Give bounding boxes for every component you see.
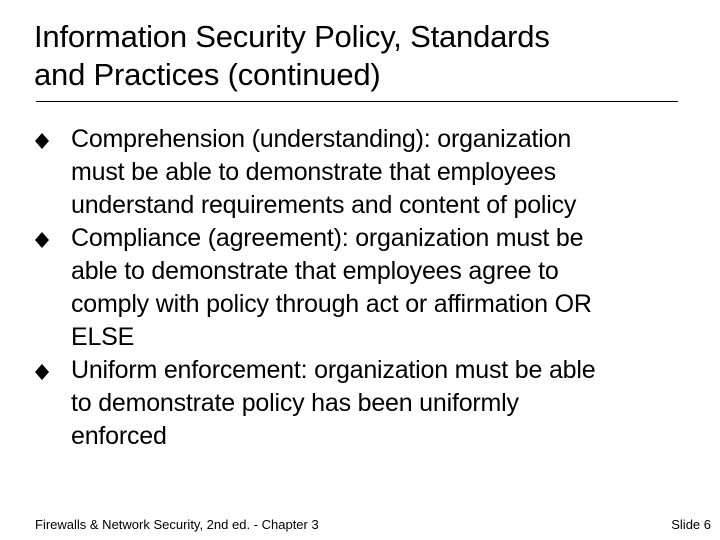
- bullet-item: [34, 123, 694, 222]
- bullet-line: comply with policy through act or affirmation OR: [71, 290, 592, 318]
- slide-title: [34, 18, 684, 94]
- bullet-line: Comprehension (understanding): organization: [71, 125, 572, 153]
- bullet-item: [34, 354, 694, 453]
- bullet-line: Uniform enforcement: organization must be able: [71, 356, 596, 384]
- bullet-item: [34, 222, 694, 354]
- diamond-bullet-icon: [34, 232, 50, 248]
- title-divider: [36, 101, 678, 102]
- slide-title-line: and Practices (continued): [34, 57, 381, 92]
- bullet-line: ELSE: [71, 323, 135, 351]
- bullet-line: to demonstrate policy has been uniformly: [71, 389, 519, 417]
- bullet-line: understand requirements and content of policy: [71, 191, 577, 219]
- diamond-bullet-icon: [34, 133, 50, 149]
- diamond-bullet-icon: [34, 364, 50, 380]
- bullet-line: able to demonstrate that employees agree to: [71, 257, 559, 285]
- slide-title-line: Information Security Policy, Standards: [34, 19, 550, 54]
- bullet-line: enforced: [71, 422, 167, 450]
- slide-number: Slide 6: [671, 517, 711, 532]
- bullet-line: must be able to demonstrate that employees: [71, 158, 556, 186]
- bullet-line: Compliance (agreement): organization must be: [71, 224, 584, 252]
- bullet-list: [34, 123, 694, 453]
- footer-course-label: Firewalls & Network Security, 2nd ed. - Chapter 3: [35, 517, 319, 532]
